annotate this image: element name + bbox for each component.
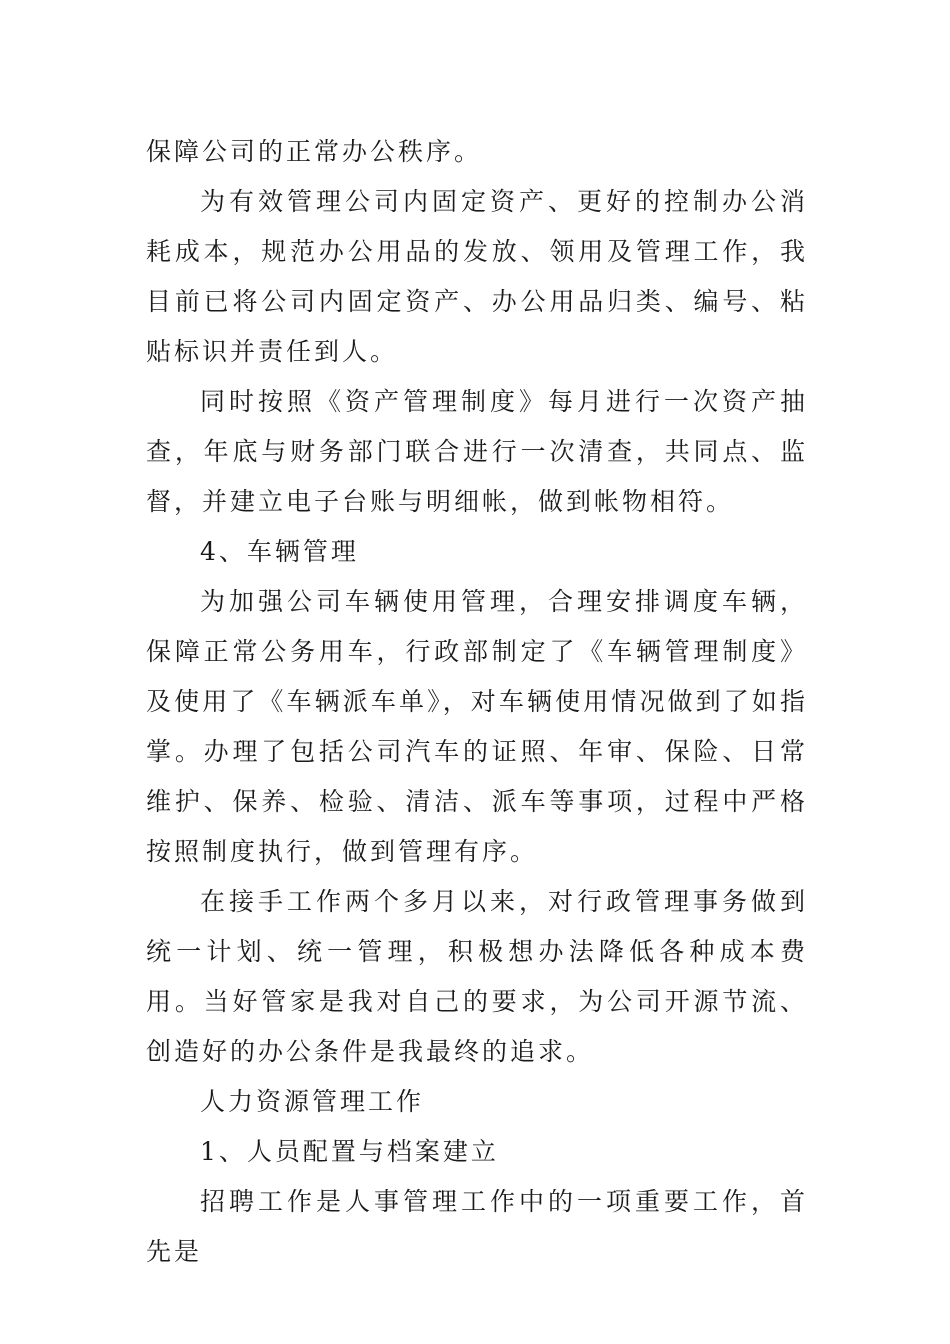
paragraph-continuation: 保障公司的正常办公秩序。 (146, 137, 483, 166)
document-body (146, 127, 808, 1277)
paragraph-asset-inspection: 同时按照《资产管理制度》每月进行一次资产抽查，年底与财务部门联合进行一次清查，共同点、监督，并建立电子台账与明细帐，做到帐物相符。 (146, 387, 808, 516)
section-heading-staffing-archives: 1、人员配置与档案建立 (200, 1137, 499, 1166)
paragraph-vehicle-management: 为加强公司车辆使用管理，合理安排调度车辆，保障正常公务用车，行政部制定了《车辆管理制度》及使用了《车辆派车单》，对车辆使用情况做到了如指掌。办理了包括公司汽车的证照、年审、保险、日常维护、保养、检验、清洁、派车等事项，过程中严格按照制度执行，做到管理有序。 (146, 587, 808, 866)
paragraph-recruitment: 招聘工作是人事管理工作中的一项重要工作，首先是 (146, 1187, 808, 1266)
section-heading-vehicle-management: 4、车辆管理 (200, 537, 359, 566)
paragraph-admin-summary: 在接手工作两个多月以来，对行政管理事务做到统一计划、统一管理，积极想办法降低各种成本费用。当好管家是我对自己的要求，为公司开源节流、创造好的办公条件是我最终的追求。 (146, 887, 808, 1066)
section-heading-hr-management: 人力资源管理工作 (200, 1087, 425, 1116)
paragraph-fixed-assets: 为有效管理公司内固定资产、更好的控制办公消耗成本，规范办公用品的发放、领用及管理工作，我目前已将公司内固定资产、办公用品归类、编号、粘贴标识并责任到人。 (146, 187, 808, 366)
